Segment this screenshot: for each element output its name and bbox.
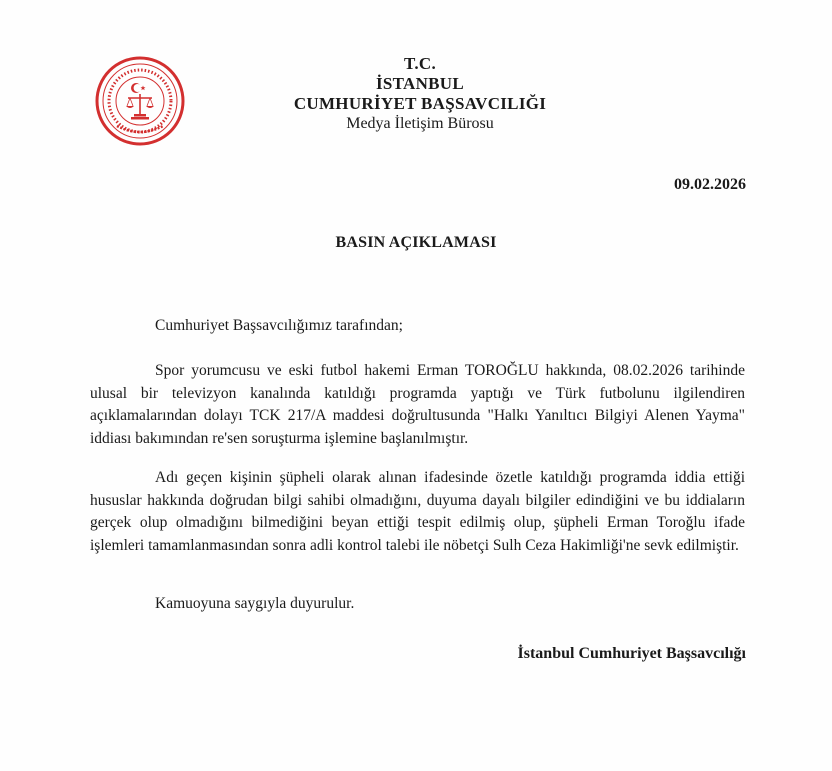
closing-text: Kamuoyuna saygıyla duyurulur.: [155, 595, 355, 612]
salutation: [90, 315, 745, 338]
institution-header: [260, 54, 580, 134]
header-tc: T.C.: [403, 54, 437, 73]
paragraph-2: [90, 467, 745, 557]
salutation-text: Cumhuriyet Başsavcılığımız tarafından;: [155, 317, 403, 334]
document-date: 09.02.2026: [674, 176, 746, 193]
prosecutor-seal-icon: [95, 56, 185, 146]
header-institution: CUMHURİYET BAŞSAVCILIĞI: [293, 94, 547, 113]
signature: İstanbul Cumhuriyet Başsavcılığı: [517, 645, 746, 662]
paragraph-1: [90, 360, 745, 450]
paragraph-text: Adı geçen kişinin şüpheli olarak alınan ifadesinde özetle katıldığı programda iddia ettiği hususlar hakkında doğrudan bilgi sahibi olmadığını, duyuma dayalı bilgiler edindiğini ve bu iddiaların gerçek olup olmadığını bilmediğini beyan ettiği tespit edilmiş olup, şüpheli Erman Toroğlu ifade işlemleri tamamlanmasından sonra adli kontrol talebi ile nöbetçi Sulh Ceza Hakimliği'ne sevk edilmiştir.: [90, 469, 745, 554]
closing: [90, 593, 745, 616]
header-department: Medya İletişim Bürosu: [346, 115, 494, 132]
document-title: BASIN AÇIKLAMASI: [335, 234, 497, 251]
header-city: İSTANBUL: [375, 74, 465, 93]
paragraph-text: Spor yorumcusu ve eski futbol hakemi Erman TOROĞLU hakkında, 08.02.2026 tarihinde ulusal bir televizyon kanalında katıldığı programda yaptığı ve Türk futbolunu ilgilendiren açıklamalarından dolayı TCK 217/A maddesi doğrultusunda "Halkı Yanıltıcı Bilgiyi Alenen Yayma" iddiası bakımından re'sen soruşturma işlemine başlanılmıştır.: [90, 362, 745, 447]
